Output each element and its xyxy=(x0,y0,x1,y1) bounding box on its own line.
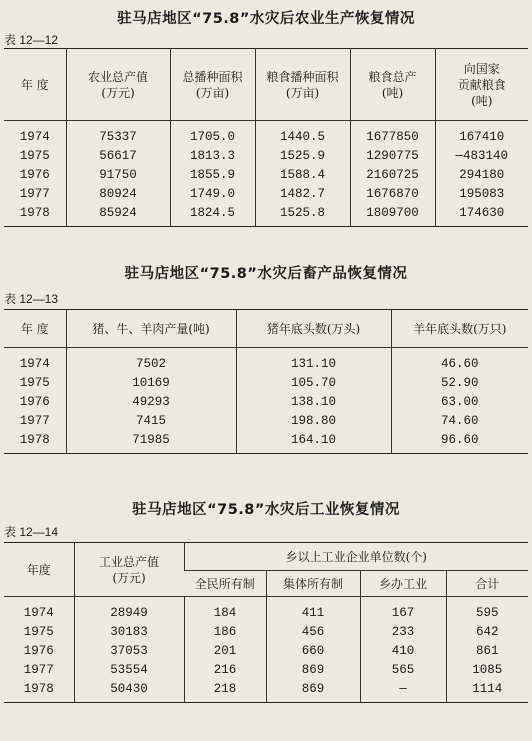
table-row xyxy=(4,392,528,411)
value-cell: 131.10 xyxy=(236,348,391,374)
value-cell: 1677850 xyxy=(350,121,435,147)
value-cell: 1440.5 xyxy=(255,121,350,147)
value-cell: 1482.7 xyxy=(255,184,350,203)
value-cell: 10169 xyxy=(66,373,236,392)
value-cell: 869 xyxy=(266,679,360,703)
value-cell: 218 xyxy=(184,679,266,703)
table-row xyxy=(4,641,528,660)
value-cell: 410 xyxy=(360,641,446,660)
value-cell: 63.00 xyxy=(391,392,528,411)
table-row xyxy=(4,411,528,430)
table-12-14 xyxy=(4,542,528,703)
value-cell: 186 xyxy=(184,622,266,641)
table-row xyxy=(4,203,528,227)
value-cell: 1588.4 xyxy=(255,165,350,184)
value-cell: 233 xyxy=(360,622,446,641)
header-state-owned: 全民所有制 xyxy=(184,571,266,597)
value-cell: 660 xyxy=(266,641,360,660)
value-cell: 869 xyxy=(266,660,360,679)
value-cell: 1855.9 xyxy=(170,165,255,184)
year-cell: 1978 xyxy=(19,432,50,447)
value-cell: 411 xyxy=(266,597,360,623)
value-cell: 49293 xyxy=(66,392,236,411)
year-cell: 1976 xyxy=(19,394,50,409)
header-industrial-output: 工业总产值 (万元) xyxy=(74,543,184,597)
value-cell: 198.80 xyxy=(236,411,391,430)
table-row xyxy=(4,373,528,392)
table-12-12-title: 驻马店地区“75.8”水灾后农业生产恢复情况 xyxy=(117,11,415,27)
value-cell: 1813.3 xyxy=(170,146,255,165)
table-row xyxy=(4,146,528,165)
header-total-sown-area: 总播种面积 (万亩) xyxy=(170,49,255,121)
table-12-13 xyxy=(4,309,528,454)
year-cell: 1974 xyxy=(19,356,50,371)
header-sheep-stock: 羊年底头数(万只) xyxy=(391,310,528,348)
year-cell: 1976 xyxy=(23,643,54,658)
table-row xyxy=(4,679,528,703)
table-12-13-body xyxy=(4,348,528,454)
table-row xyxy=(4,165,528,184)
value-cell: 53554 xyxy=(74,660,184,679)
year-cell: 1977 xyxy=(19,413,50,428)
value-cell: 167 xyxy=(360,597,446,623)
value-cell: 216 xyxy=(184,660,266,679)
value-cell: 861 xyxy=(446,641,528,660)
value-cell: 46.60 xyxy=(391,348,528,374)
value-cell: 195083 xyxy=(435,184,528,203)
table-row xyxy=(4,597,528,623)
table-12-12-body xyxy=(4,121,528,227)
year-cell: 1976 xyxy=(19,167,50,182)
value-cell: —483140 xyxy=(435,146,528,165)
value-cell: 50430 xyxy=(74,679,184,703)
value-cell: 294180 xyxy=(435,165,528,184)
value-cell: 642 xyxy=(446,622,528,641)
header-pig-stock: 猪年底头数(万头) xyxy=(236,310,391,348)
value-cell: 85924 xyxy=(66,203,170,227)
value-cell: 1824.5 xyxy=(170,203,255,227)
header-total: 合计 xyxy=(446,571,528,597)
value-cell: 184 xyxy=(184,597,266,623)
value-cell: 30183 xyxy=(74,622,184,641)
value-cell: 96.60 xyxy=(391,430,528,454)
value-cell: 1290775 xyxy=(350,146,435,165)
value-cell: 164.10 xyxy=(236,430,391,454)
value-cell: 2160725 xyxy=(350,165,435,184)
value-cell: 75337 xyxy=(66,121,170,147)
value-cell: 91750 xyxy=(66,165,170,184)
value-cell: 1705.0 xyxy=(170,121,255,147)
value-cell: 167410 xyxy=(435,121,528,147)
value-cell: 71985 xyxy=(66,430,236,454)
table-row xyxy=(4,622,528,641)
table-12-13-number: 表 12—13 xyxy=(4,292,59,306)
value-cell: 37053 xyxy=(74,641,184,660)
header-collective-owned: 集体所有制 xyxy=(266,571,360,597)
year-cell: 1975 xyxy=(23,624,54,639)
year-cell: 1974 xyxy=(19,129,50,144)
value-cell: 1809700 xyxy=(350,203,435,227)
header-township-industry: 乡办工业 xyxy=(360,571,446,597)
value-cell: 74.60 xyxy=(391,411,528,430)
value-cell: — xyxy=(360,679,446,703)
year-cell: 1977 xyxy=(23,662,54,677)
value-cell: 1749.0 xyxy=(170,184,255,203)
value-cell: 56617 xyxy=(66,146,170,165)
value-cell: 456 xyxy=(266,622,360,641)
value-cell: 7415 xyxy=(66,411,236,430)
value-cell: 138.10 xyxy=(236,392,391,411)
value-cell: 201 xyxy=(184,641,266,660)
year-cell: 1977 xyxy=(19,186,50,201)
year-cell: 1975 xyxy=(19,375,50,390)
value-cell: 80924 xyxy=(66,184,170,203)
table-12-12 xyxy=(4,48,528,227)
value-cell: 1085 xyxy=(446,660,528,679)
value-cell: 28949 xyxy=(74,597,184,623)
value-cell: 7502 xyxy=(66,348,236,374)
table-row xyxy=(4,660,528,679)
table-row xyxy=(4,430,528,454)
header-meat-output: 猪、牛、羊肉产量(吨) xyxy=(66,310,236,348)
header-grain-output: 粮食总产 (吨) xyxy=(350,49,435,121)
header-agri-output: 农业总产值 (万元) xyxy=(66,49,170,121)
header-year: 年 度 xyxy=(20,77,49,92)
year-cell: 1974 xyxy=(23,605,54,620)
value-cell: 52.90 xyxy=(391,373,528,392)
header-year: 年度 xyxy=(26,562,51,577)
header-grain-sown-area: 粮食播种面积 (万亩) xyxy=(255,49,350,121)
value-cell: 1525.9 xyxy=(255,146,350,165)
table-12-14-title: 驻马店地区“75.8”水灾后工业恢复情况 xyxy=(132,502,400,518)
table-row xyxy=(4,121,528,147)
header-year: 年 度 xyxy=(20,321,49,336)
table-12-12-number: 表 12—12 xyxy=(4,33,59,47)
value-cell: 174630 xyxy=(435,203,528,227)
value-cell: 105.70 xyxy=(236,373,391,392)
value-cell: 1114 xyxy=(446,679,528,703)
header-enterprise-count-group: 乡以上工业企业单位数(个) xyxy=(184,543,528,571)
table-row xyxy=(4,184,528,203)
table-12-14-body xyxy=(4,597,528,703)
year-cell: 1978 xyxy=(19,205,50,220)
year-cell: 1978 xyxy=(23,681,54,696)
value-cell: 565 xyxy=(360,660,446,679)
year-cell: 1975 xyxy=(19,148,50,163)
table-12-13-title: 驻马店地区“75.8”水灾后畜产品恢复情况 xyxy=(124,266,408,282)
table-12-14-number: 表 12—14 xyxy=(4,525,59,539)
value-cell: 595 xyxy=(446,597,528,623)
header-grain-contribution: 向国家 贡献粮食 (吨) xyxy=(435,49,528,121)
value-cell: 1525.8 xyxy=(255,203,350,227)
value-cell: 1676870 xyxy=(350,184,435,203)
table-row xyxy=(4,348,528,374)
